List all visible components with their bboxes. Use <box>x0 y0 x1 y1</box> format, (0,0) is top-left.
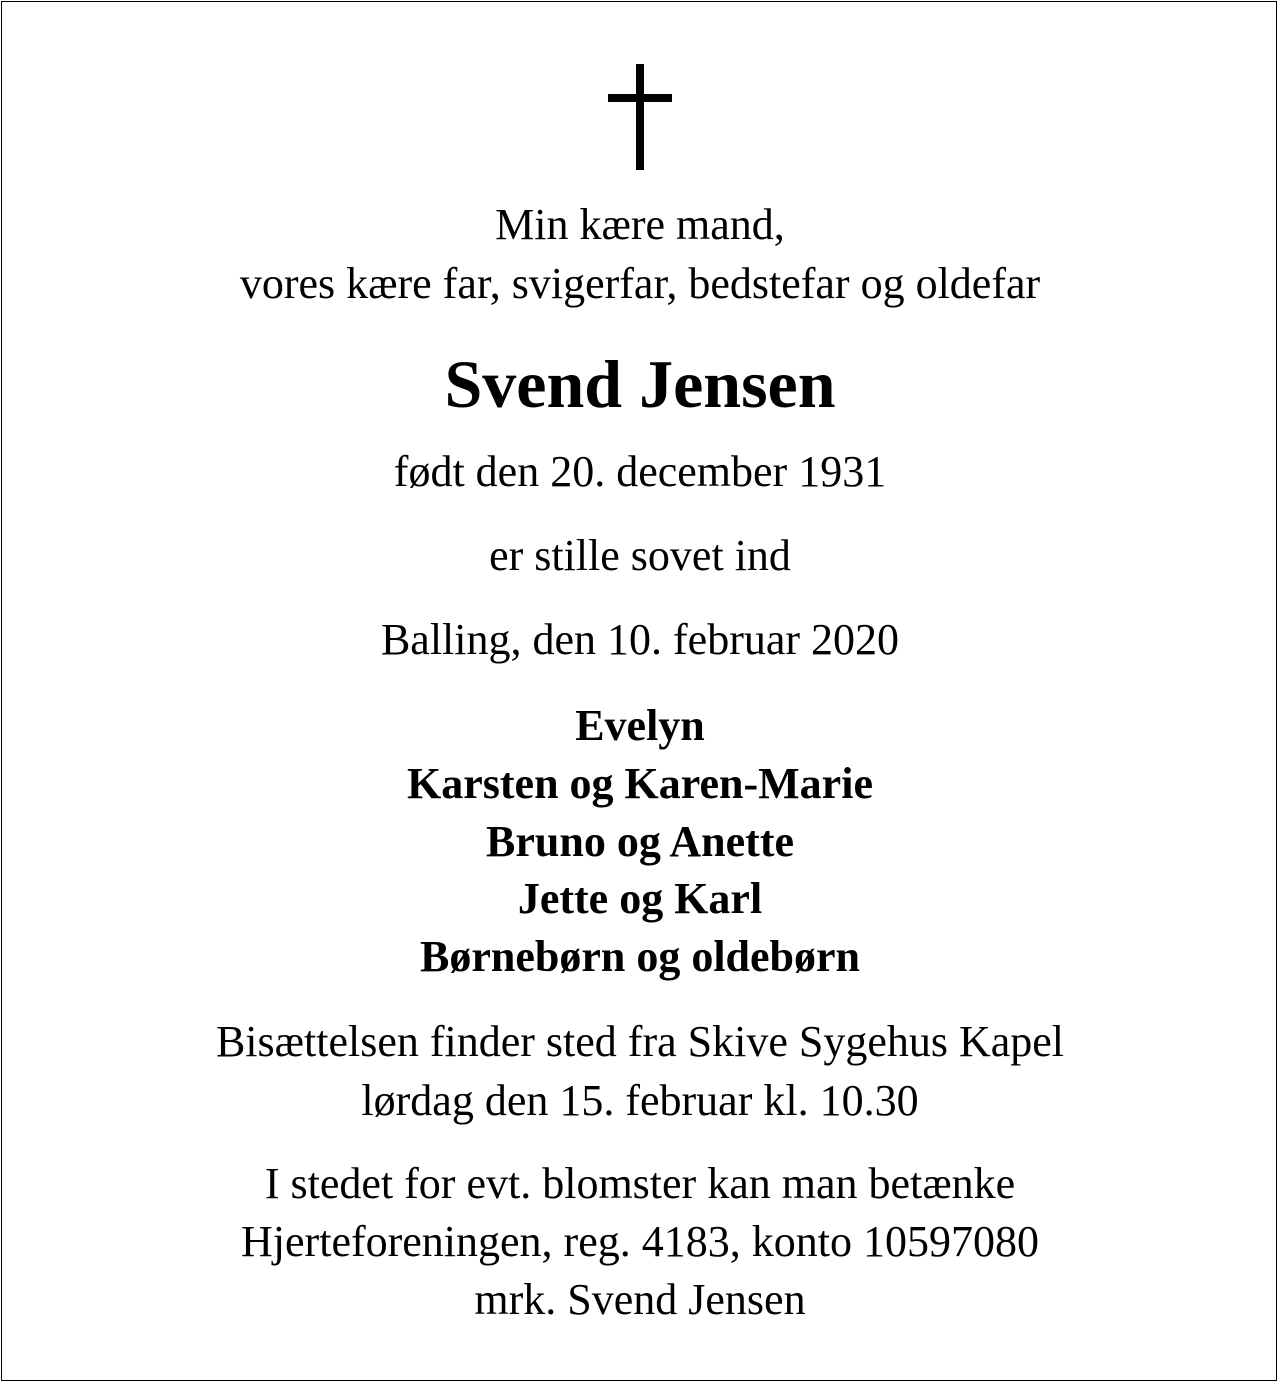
place-date: Balling, den 10. februar 2020 <box>380 615 900 664</box>
donation-line-3: mrk. Svend Jensen <box>474 1275 806 1324</box>
family-member: Jette og Karl <box>517 874 763 923</box>
passed-text: er stille sovet ind <box>489 531 791 580</box>
donation-line-1: I stedet for evt. blomster kan man betænke <box>264 1159 1016 1208</box>
birth-date: født den 20. december 1931 <box>393 447 887 496</box>
family-member: Bruno og Anette <box>486 817 794 866</box>
funeral-location: Bisættelsen finder sted fra Skive Sygehus Kapel <box>215 1017 1065 1066</box>
intro-line-2: vores kære far, svigerfar, bedstefar og oldefar <box>239 259 1041 308</box>
family-member: Evelyn <box>575 701 705 750</box>
deceased-name: Svend Jensen <box>444 346 836 422</box>
cross-icon <box>608 64 672 170</box>
donation-line-2: Hjerteforeningen, reg. 4183, konto 10597080 <box>241 1217 1039 1266</box>
family-member: Karsten og Karen-Marie <box>407 759 873 808</box>
family-member: Børnebørn og oldebørn <box>419 932 861 981</box>
funeral-time: lørdag den 15. februar kl. 10.30 <box>361 1076 919 1125</box>
intro-line-1: Min kære mand, <box>495 200 785 249</box>
